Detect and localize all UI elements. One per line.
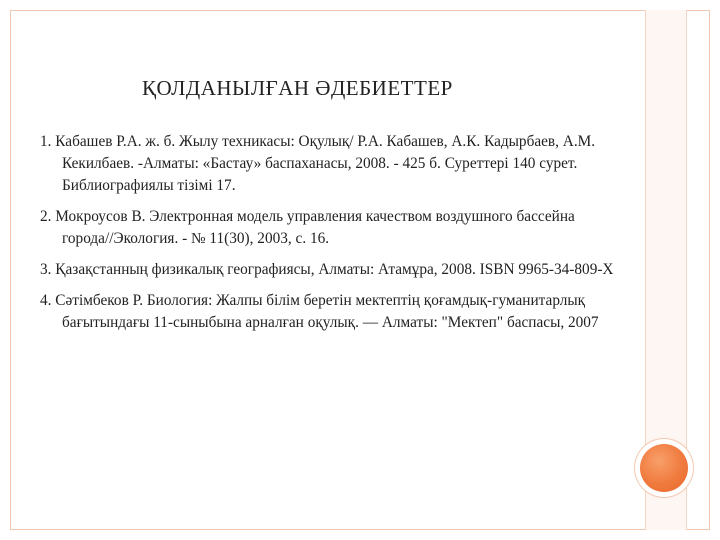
reference-item: 3. Қазақстанның физикалық географиясы, Алматы: Атамұра, 2008. ISBN 9965-34-809-X [40,261,614,278]
reference-item: 4. Сәтімбеков Р. Биология: Жалпы білім беретін мектептің қоғамдық-гуманитарлық бағытындағы 11-сыныбына арналған оқулық. — Алматы: "Мектеп" баспасы, 2007 [40,292,599,331]
reference-item: 2. Мокроусов В. Электронная модель управления качеством воздушного бассейна города//Экология. - № 11(30), 2003, с. 16. [40,208,575,247]
reference-item: 1. Кабашев Р.А. ж. б. Жылу техникасы: Оқулық/ Р.А. Кабашев, А.К. Кадырбаев, А.М. Кекилбаев. -Алматы: «Бастау» баспаханасы, 2008. - 425 б. Суреттері 140 сурет. Библиографиялы тізімі 17. [40,133,596,194]
slide-title: ҚОЛДАНЫЛҒАН ӘДЕБИЕТТЕР [142,76,453,100]
orange-circle-decoration [640,444,688,492]
reference-list [40,131,615,343]
